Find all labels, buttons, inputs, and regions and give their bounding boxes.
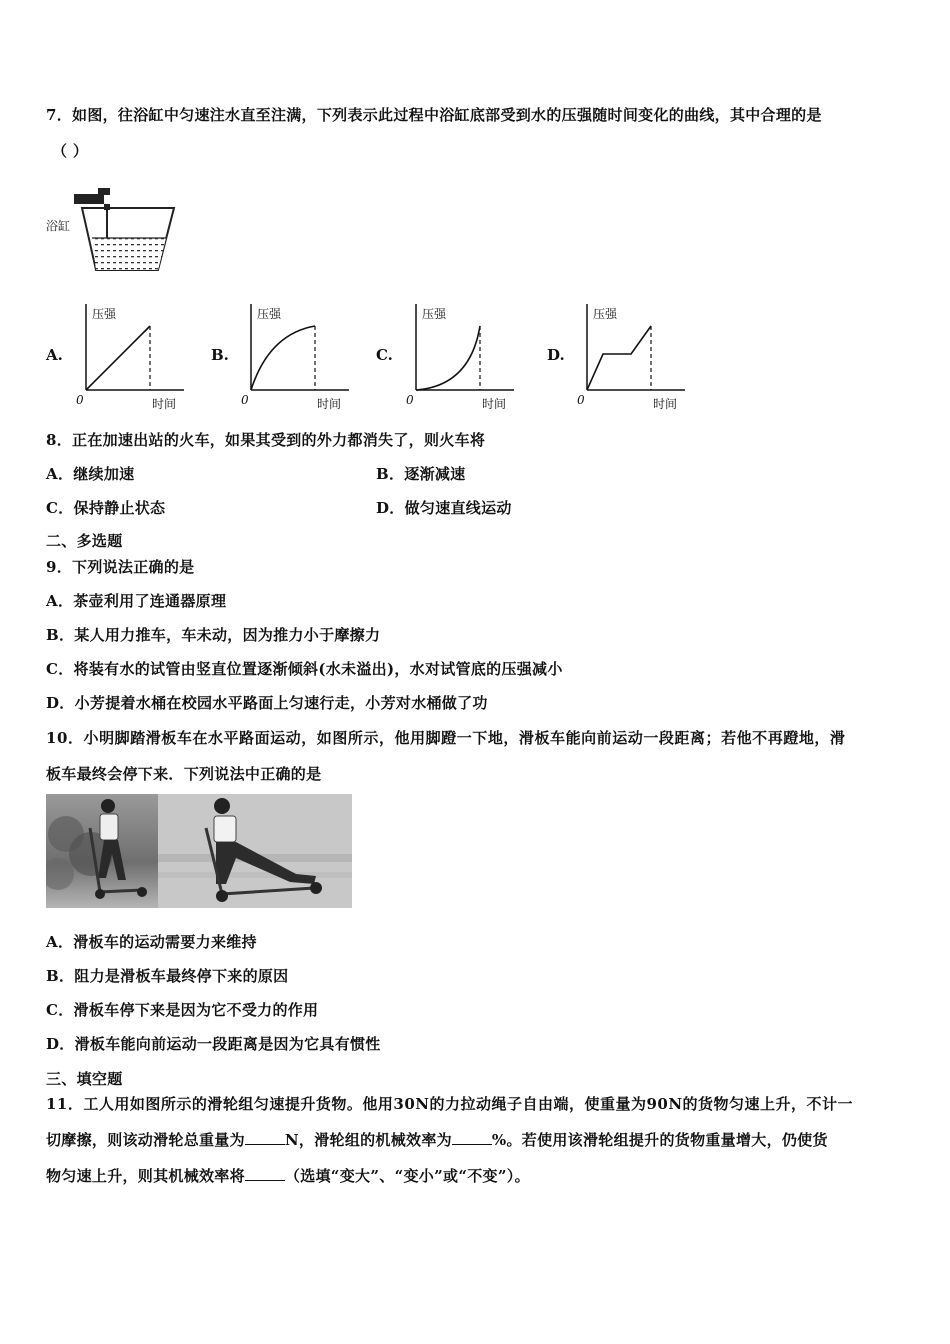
bathtub-label: 浴缸 (46, 219, 71, 233)
option-text: 阻力是滑板车最终停下来的原因 (74, 967, 289, 985)
x-axis-label: 时间 (482, 397, 507, 411)
option-letter: C． (46, 499, 74, 517)
scooter-photo (46, 794, 352, 908)
option-text: 保持静止状态 (73, 499, 166, 517)
pressure-time-graph (571, 296, 701, 414)
q11-text: %。若使用该滑轮组提升的货物重量增大，仍使货 (491, 1131, 828, 1149)
option-text: 继续加速 (73, 465, 135, 483)
option-text: 滑板车能向前运动一段距离是因为它具有惯性 (74, 1035, 381, 1053)
water-fill (92, 238, 166, 270)
x-axis-label: 时间 (653, 397, 678, 411)
y-axis-label: 压强 (593, 307, 618, 321)
answer-blank-pulley-weight[interactable] (245, 1132, 285, 1145)
option-text: 小芳提着水桶在校园水平路面上匀速行走，小芳对水桶做了功 (74, 694, 488, 712)
option-letter: C． (46, 1001, 74, 1019)
option-text: 滑板车的运动需要力来维持 (73, 933, 257, 951)
pressure-curve (416, 326, 480, 390)
option-letter: C. (376, 346, 393, 364)
q11-line2 (46, 1129, 828, 1150)
y-axis-label: 压强 (92, 307, 117, 321)
q8-stem: 8．正在加速出站的火车，如果其受到的外力都消失了，则火车将 (46, 431, 486, 449)
q8-option-b[interactable] (376, 463, 465, 484)
option-text: 将装有水的试管由竖直位置逐渐倾斜(水未溢出)，水对试管底的压强减小 (73, 660, 563, 678)
answer-blank-efficiency-change[interactable] (245, 1168, 285, 1181)
pressure-curve (587, 326, 651, 390)
pressure-time-graph (235, 296, 365, 414)
q8-option-d[interactable] (376, 497, 512, 518)
option-text: 某人用力推车，车未动，因为推力小于摩擦力 (74, 626, 381, 644)
bathtub-figure (46, 182, 186, 274)
option-text: 逐渐减速 (404, 465, 466, 483)
scooter-photo-illustration (46, 794, 352, 908)
q9-option-b[interactable] (46, 624, 380, 645)
q11-text: 切摩擦，则该动滑轮总重量为 (46, 1131, 245, 1149)
option-letter: B． (46, 626, 75, 644)
option-text: 滑板车停下来是因为它不受力的作用 (73, 1001, 319, 1019)
option-letter: D． (46, 1035, 75, 1053)
option-letter: A． (46, 465, 74, 483)
option-letter: D． (46, 694, 75, 712)
option-letter: B． (46, 967, 75, 985)
q11-text: （选填“变大”、“变小”或“不变”）。 (284, 1167, 530, 1185)
x-axis-label: 时间 (317, 397, 342, 411)
q7-answer-paren: （ ） (52, 142, 89, 160)
q10-option-a[interactable] (46, 931, 257, 952)
q11-line3 (46, 1165, 530, 1186)
q11-line1: 11．工人用如图所示的滑轮组匀速提升货物。他用30N的力拉动绳子自由端，使重量为90N的货物匀速上升，不计一 (46, 1095, 854, 1113)
option-letter: A． (46, 933, 74, 951)
faucet-icon (74, 194, 104, 204)
q10-option-d[interactable] (46, 1033, 381, 1054)
pressure-curve (86, 326, 150, 390)
x-axis-label: 时间 (152, 397, 177, 411)
option-letter: B． (376, 465, 405, 483)
option-letter: A. (46, 346, 63, 364)
q9-option-c[interactable] (46, 658, 563, 679)
y-axis-label: 压强 (257, 307, 282, 321)
q11-text: 物匀速上升，则其机械效率将 (46, 1167, 245, 1185)
section-title-fill-in: 三、填空题 (46, 1070, 123, 1088)
option-letter: D． (376, 499, 405, 517)
q10-option-b[interactable] (46, 965, 288, 986)
q10-option-c[interactable] (46, 999, 318, 1020)
q11-text: N，滑轮组的机械效率为 (284, 1131, 452, 1149)
y-axis-label: 压强 (422, 307, 447, 321)
origin-label: 0 (406, 393, 414, 407)
q10-stem-line2: 板车最终会停下来．下列说法中正确的是 (46, 765, 322, 783)
option-letter: C． (46, 660, 74, 678)
q7-stem: 7．如图，往浴缸中匀速注水直至注满，下列表示此过程中浴缸底部受到水的压强随时间变化的曲线，其中合理的是 (46, 106, 822, 124)
q9-option-d[interactable] (46, 692, 488, 713)
option-letter: A． (46, 592, 74, 610)
q9-option-a[interactable] (46, 590, 226, 611)
option-text: 茶壶利用了连通器原理 (73, 592, 227, 610)
pressure-time-graph (400, 296, 530, 414)
option-text: 做匀速直线运动 (404, 499, 512, 517)
pressure-time-graph (70, 296, 200, 414)
q8-option-c[interactable] (46, 497, 165, 518)
origin-label: 0 (241, 393, 249, 407)
answer-blank-efficiency[interactable] (452, 1132, 492, 1145)
origin-label: 0 (76, 393, 84, 407)
q9-stem: 9．下列说法正确的是 (46, 558, 195, 576)
section-title-multiple-choice: 二、多选题 (46, 532, 123, 550)
origin-label: 0 (577, 393, 585, 407)
q10-stem-line1: 10．小明脚踏滑板车在水平路面运动，如图所示，他用脚蹬一下地，滑板车能向前运动一段距离；若他不再蹬地，滑 (46, 729, 846, 747)
option-letter: D. (547, 346, 565, 364)
q8-option-a[interactable] (46, 463, 134, 484)
pressure-curve (251, 326, 315, 390)
option-letter: B. (211, 346, 229, 364)
